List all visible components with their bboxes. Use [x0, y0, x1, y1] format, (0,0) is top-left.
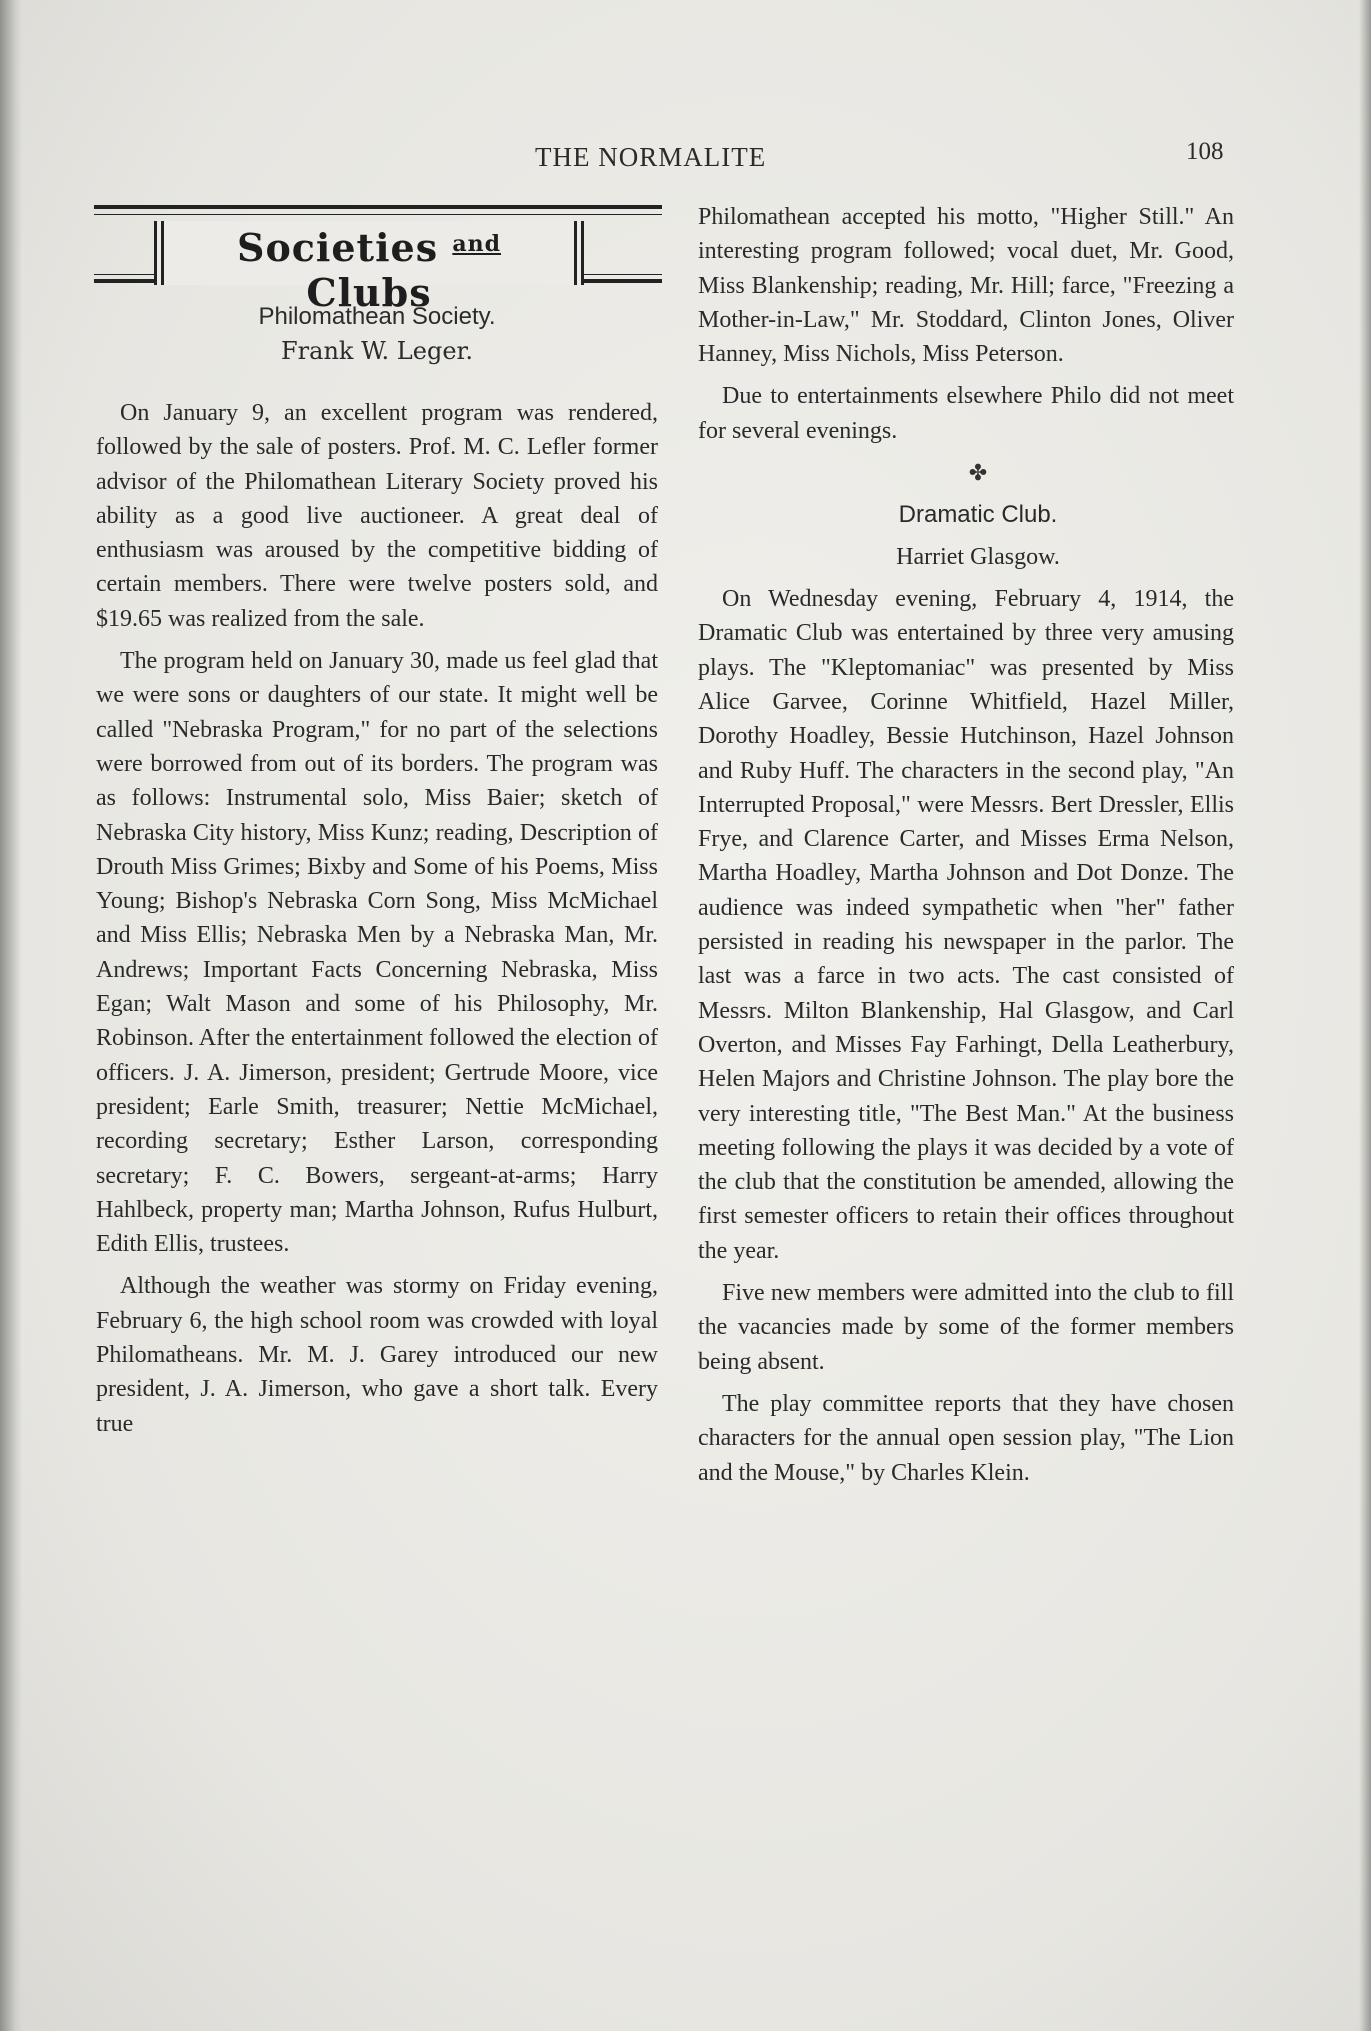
philomathean-title: Philomathean Society. [258, 303, 496, 330]
page-edge-left [0, 0, 22, 2031]
dramatic-title: Dramatic Club. [898, 501, 1058, 529]
banner-word-societies: Societies [237, 225, 439, 270]
banner-rule [94, 214, 662, 215]
banner-rule [94, 205, 662, 209]
fleuron-ornament: ✤ [968, 460, 988, 486]
banner-word-and: and [452, 231, 501, 257]
banner-bar [154, 221, 157, 285]
banner-bar [574, 221, 577, 285]
running-title: THE NORMALITE [535, 142, 767, 172]
philomathean-paragraph-4: Philomathean accepted his motto, "Higher Still." An interesting program followed; vocal duet, Mr. Good, Miss Blankenship; reading, Mr. Hill; farce, "Freezing a Mother-in-Law," Mr. Stoddard, Clinton Jones, Oliver Hanney, Miss Nichols, Miss Peterson. [698, 204, 1234, 368]
banner-word-clubs: Clubs [306, 270, 432, 315]
banner-bar [581, 221, 584, 285]
philomathean-paragraph-3: Although the weather was stormy on Friday evening, February 6, the high school room was crowded with loyal Philomatheans. Mr. M. J. Garey introduced our new president, J. A. Jimerson, who gave a short talk. Every true [96, 1273, 658, 1437]
philomathean-author: Frank W. Leger. [281, 337, 473, 365]
philomathean-paragraph-1: On January 9, an excellent program was rendered, followed by the sale of posters. Prof. M. C. Lefler former advisor of the Philomathean Literary Society proved his ability as a good live auctioneer. A great deal of enthusiasm was aroused by the competitive bidding of certain members. There were twelve posters sold, and $19.65 was realized from the sale. [96, 400, 658, 632]
page-number: 108 [1186, 138, 1224, 165]
philomathean-header [96, 300, 658, 376]
page-edge-right [1359, 0, 1371, 2031]
dramatic-paragraph-2: Five new members were admitted into the club to fill the vacancies made by some of the former members being absent. [698, 1280, 1234, 1375]
dramatic-paragraph-3: The play committee reports that they have chosen characters for the annual open session play, "The Lion and the Mouse," by Charles Klein. [698, 1390, 1234, 1486]
banner-bar [161, 221, 164, 285]
philomathean-paragraph-2: The program held on January 30, made us feel glad that we were sons or daughters of our state. It might well be called "Nebraska Program," for no part of the selections were borrowed from out of its borders. The program was as follows: Instrumental solo, Miss Baier; sketch of Nebraska City history, Miss Kunz; reading, Description of Drouth Miss Grimes; Bixby and Some of his Poems, Miss Young; Bishop's Nebraska Corn Song, Miss McMichael and Miss Ellis; Nebraska Men by a Nebraska Man, Mr. Andrews; Important Facts Concerning Nebraska, Miss Egan; Walt Mason and some of his Philosophy, Mr. Robinson. After the entertainment followed the election of officers. J. A. Jimerson, president; Gertrude Moore, vice president; Earle Smith, treasurer; Nettie McMichael, recording secretary; Esther Larson, corresponding secretary; F. C. Bowers, sergeant-at-arms; Harry Hahlbeck, property man; Martha Johnson, Rufus Hulburt, Edith Ellis, trustees. [96, 648, 658, 1258]
left-column [96, 396, 658, 1449]
running-head [0, 138, 1371, 178]
dramatic-author: Harriet Glasgow. [896, 544, 1060, 571]
dramatic-paragraph-1: On Wednesday evening, February 4, 1914, the Dramatic Club was entertained by three very amusing plays. The "Kleptomaniac" was presented by Miss Alice Garvee, Corinne Whitfield, Hazel Miller, Dorothy Hoadley, Bessie Hutchinson, Hazel Johnson and Ruby Huff. The characters in the second play, "An Interrupted Proposal," were Messrs. Bert Dressler, Ellis Frye, and Clarence Carter, and Misses Erma Nelson, Martha Hoadley, Martha Johnson and Dot Donze. The audience was indeed sympathetic when "her" father persisted in reading his newspaper in the parlor. The last was a farce in two acts. The cast consisted of Messrs. Milton Blankenship, Hal Glasgow, and Carl Overton, and Misses Fay Farhingt, Della Leatherbury, Helen Majors and Christine Johnson. The play bore the very interesting title, "The Best Man." At the business meeting following the plays it was decided by a vote of the club that the constitution be amended, allowing the first semester officers to retain their offices throughout the year. [698, 586, 1234, 1264]
philomathean-paragraph-5: Due to entertainments elsewhere Philo did not meet for several evenings. [698, 383, 1234, 444]
right-column [698, 200, 1234, 1498]
section-banner [94, 205, 662, 315]
banner-title-box [154, 221, 584, 315]
